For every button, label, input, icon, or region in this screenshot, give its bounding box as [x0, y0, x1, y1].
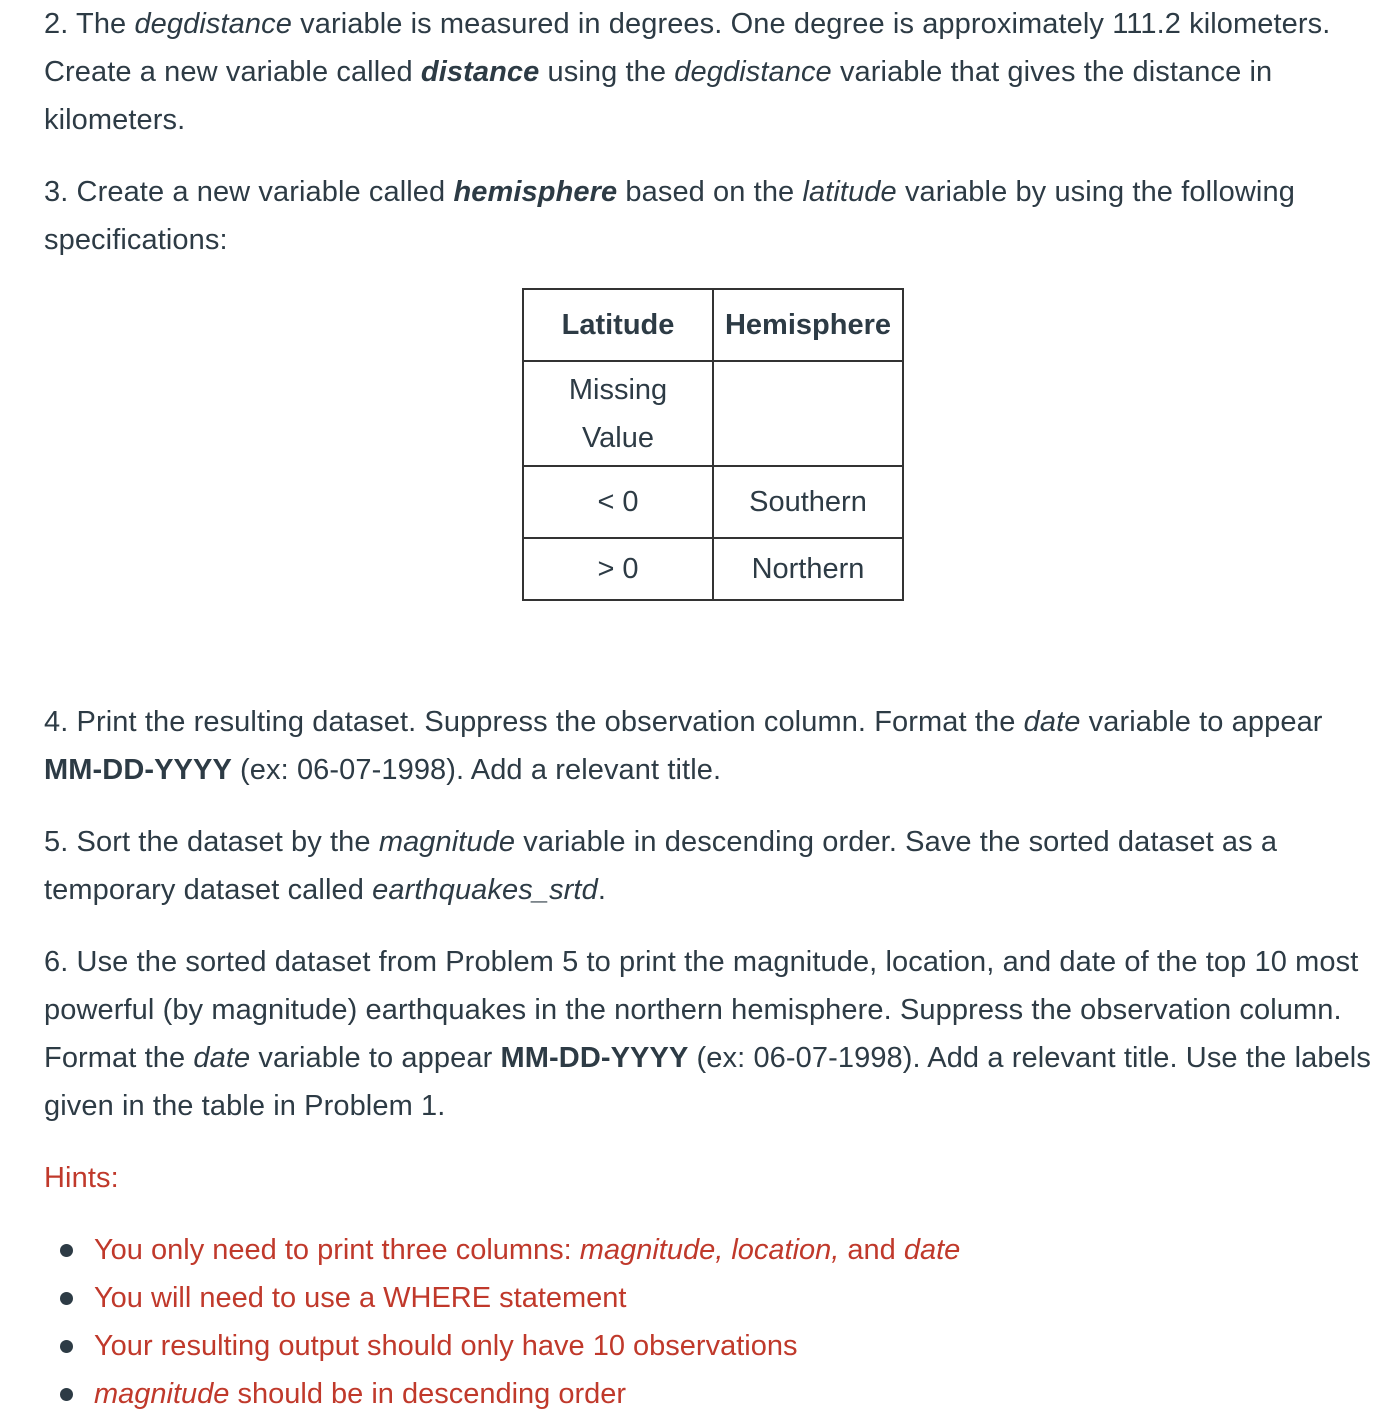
- problem-2-var-degdistance-2: degdistance: [674, 56, 832, 88]
- problem-2-text-4: variable that gives the distance in kilometers.: [44, 56, 1273, 136]
- list-item: [50, 1274, 1350, 1322]
- problem-3: [44, 168, 1374, 264]
- hint-3-text: Your resulting output should only have 10 observations: [94, 1330, 798, 1362]
- problem-3-text-1: 3. Create a new variable called: [44, 176, 454, 208]
- problem-2-var-degdistance: degdistance: [134, 8, 292, 40]
- problem-4-text-3: (ex: 06-07-1998). Add a relevant title.: [231, 754, 722, 786]
- problem-4: [44, 698, 1374, 794]
- cell-hemisphere-northern: Northern: [713, 538, 903, 600]
- table-row: [523, 538, 903, 600]
- bullet-icon: [60, 1388, 73, 1401]
- list-item: [50, 1322, 1350, 1370]
- header-hemisphere: Hemisphere: [713, 289, 903, 361]
- problem-2-var-distance: distance: [420, 56, 540, 88]
- problem-5-text-2: variable in descending order. Save the sorted dataset as a temporary dataset called: [44, 826, 1278, 906]
- problem-4-var-date: date: [1023, 706, 1081, 738]
- bullet-icon: [60, 1244, 73, 1257]
- problem-6-var-date: date: [193, 1042, 251, 1074]
- table-header-row: [523, 289, 903, 361]
- bullet-icon: [60, 1292, 73, 1305]
- problem-6-text-2: variable to appear: [250, 1042, 501, 1074]
- problem-6-date-format: MM-DD-YYYY: [500, 1042, 689, 1074]
- list-item: [50, 1226, 1350, 1274]
- hint-4-text: should be in descending order: [229, 1378, 627, 1410]
- problem-5-var-earthquakes-srtd: earthquakes_srtd: [372, 874, 598, 906]
- list-item: [50, 1370, 1350, 1418]
- hint-4-var-magnitude: magnitude: [94, 1378, 230, 1410]
- cell-latitude-positive: > 0: [523, 538, 713, 600]
- hints-label: Hints:: [44, 1162, 119, 1194]
- problem-6: [44, 938, 1384, 1130]
- bullet-icon: [60, 1340, 73, 1353]
- cell-hemisphere-missing: [713, 361, 903, 466]
- problem-3-var-latitude: latitude: [802, 176, 897, 208]
- problem-6-text-3: (ex: 06-07-1998). Add a relevant title. Use the labels given in the table in Problem 1.: [44, 1042, 1371, 1122]
- problem-4-date-format: MM-DD-YYYY: [44, 754, 232, 786]
- problem-5-var-magnitude: magnitude: [378, 826, 516, 858]
- problem-2-text-3: using the: [539, 56, 675, 88]
- table-row: [523, 466, 903, 538]
- hint-1-text-2: and: [839, 1234, 904, 1266]
- problem-3-text-2: based on the: [617, 176, 803, 208]
- problem-5-text-1: 5. Sort the dataset by the: [44, 826, 379, 858]
- problem-2-text-1: 2. The: [44, 8, 135, 40]
- problem-6-text-1: 6. Use the sorted dataset from Problem 5 to print the magnitude, location, and date of the top 10 most powerful (by magnitude) earthquakes in the northern hemisphere. Suppress the observation column. Format the: [44, 946, 1359, 1074]
- problem-2: [44, 0, 1374, 144]
- problem-5: [44, 818, 1374, 914]
- cell-latitude-missing: [523, 361, 713, 466]
- hemisphere-spec-table: [522, 288, 904, 601]
- problem-2-text-2: variable is measured in degrees. One degree is approximately 111.2 kilometers. Create a new variable called: [44, 8, 1331, 88]
- problem-4-text-1: 4. Print the resulting dataset. Suppress the observation column. Format the: [44, 706, 1024, 738]
- hint-1-vars: magnitude, location,: [579, 1234, 840, 1266]
- header-latitude: Latitude: [523, 289, 713, 361]
- hints-list: [50, 1226, 1350, 1418]
- hint-2-text: You will need to use a WHERE statement: [94, 1282, 627, 1314]
- cell-latitude-missing-text: Missing Value: [568, 373, 668, 454]
- problem-5-text-3: .: [597, 874, 606, 906]
- problem-4-text-2: variable to appear: [1080, 706, 1323, 738]
- cell-latitude-negative: < 0: [523, 466, 713, 538]
- cell-hemisphere-southern: Southern: [713, 466, 903, 538]
- hint-1-var-date: date: [903, 1234, 961, 1266]
- hint-1-text-1: You only need to print three columns:: [94, 1234, 580, 1266]
- problem-3-var-hemisphere: hemisphere: [453, 176, 618, 208]
- table-row: [523, 361, 903, 466]
- problem-3-text-3: variable by using the following specifications:: [44, 176, 1295, 256]
